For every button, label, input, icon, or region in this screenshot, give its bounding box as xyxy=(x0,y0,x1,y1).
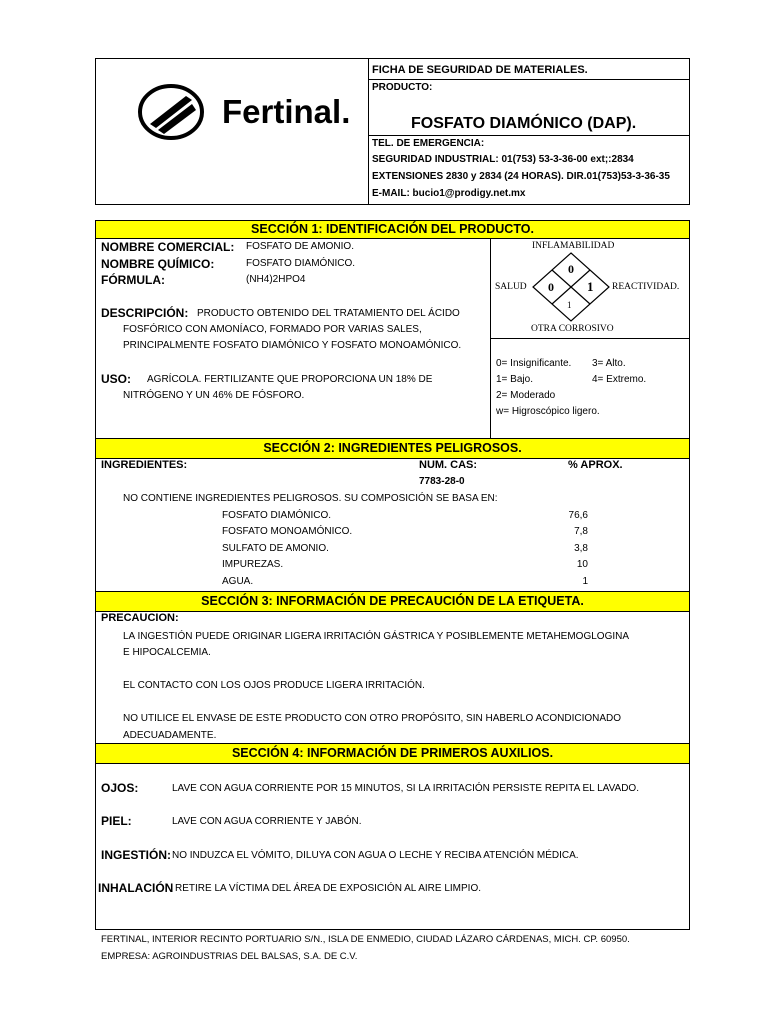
section3-title: SECCIÓN 3: INFORMACIÓN DE PRECAUCIÓN DE LA ETIQUETA. xyxy=(96,591,689,612)
ingredient-name: AGUA. xyxy=(222,576,254,587)
precaution-p2: EL CONTACTO CON LOS OJOS PRODUCE LIGERA IRRITACIÓN. xyxy=(123,680,425,691)
ingredient-value: 3,8 xyxy=(574,543,588,554)
nfpa-legend-rule xyxy=(490,338,690,339)
precaution-label: PRECAUCION: xyxy=(101,612,179,624)
legend-0: 0= Insignificante. xyxy=(496,358,572,369)
email: E-MAIL: bucio1@prodigy.net.mx xyxy=(372,188,526,199)
ingredient-name: SULFATO DE AMONIO. xyxy=(222,543,329,554)
use-line-1: AGRÍCOLA. FERTILIZANTE QUE PROPORCIONA UN 18% DE xyxy=(147,374,433,385)
skin-text: LAVE CON AGUA CORRIENTE Y JABÓN. xyxy=(172,816,362,827)
nfpa-right-label: REACTIVIDAD. xyxy=(612,282,680,292)
chemical-name-label: NOMBRE QUÍMICO: xyxy=(101,257,215,271)
emergency-label: TEL. DE EMERGENCIA: xyxy=(372,138,485,149)
precaution-p3-line1: NO UTILICE EL ENVASE DE ESTE PRODUCTO CON OTRO PROPÓSITO, SIN HABERLO ACONDICIONADO xyxy=(123,713,622,724)
section4-title: SECCIÓN 4: INFORMACIÓN DE PRIMEROS AUXILIOS. xyxy=(96,743,689,764)
legend-3: 3= Alto. xyxy=(592,358,626,369)
nfpa-top-label: INFLAMABILIDAD xyxy=(532,241,615,251)
header-rule-2 xyxy=(368,135,690,136)
extensions-phone: EXTENSIONES 2830 y 2834 (24 HORAS). DIR.01(753)53-3-36-35 xyxy=(372,171,670,182)
doc-title: FICHA DE SEGURIDAD DE MATERIALES. xyxy=(372,64,588,76)
legend-2: 2= Moderado xyxy=(496,390,556,401)
section1-title: SECCIÓN 1: IDENTIFICACIÓN DEL PRODUCTO. xyxy=(96,220,689,239)
footer-company: EMPRESA: AGROINDUSTRIAS DEL BALSAS, S.A. DE C.V. xyxy=(101,951,358,962)
nfpa-reactivity-value: 1 xyxy=(587,279,594,294)
chemical-name-value: FOSFATO DIAMÓNICO. xyxy=(246,258,356,269)
description-line-1: PRODUCTO OBTENIDO DEL TRATAMIENTO DEL ÁCIDO xyxy=(197,308,460,319)
description-line-3: PRINCIPALMENTE FOSFATO DIAMÓNICO Y FOSFATO MONOAMÓNICO. xyxy=(123,340,462,351)
use-line-2: NITRÓGENO Y UN 46% DE FÓSFORO. xyxy=(123,390,305,401)
commercial-name-value: FOSFATO DE AMONIO. xyxy=(246,241,354,252)
ingredient-value: 1 xyxy=(582,576,588,587)
precaution-p1-line2: E HIPOCALCEMIA. xyxy=(123,647,211,658)
legend-4: 4= Extremo. xyxy=(592,374,647,385)
legend-1: 1= Bajo. xyxy=(496,374,533,385)
eyes-label: OJOS: xyxy=(101,781,139,795)
brand-name: Fertinal. xyxy=(222,93,351,130)
formula-value: (NH4)2HPO4 xyxy=(246,274,306,285)
cas-value: 7783-28-0 xyxy=(419,476,465,487)
inhalation-label: INHALACIÓN xyxy=(98,881,174,895)
ingredient-name: FOSFATO DIAMÓNICO. xyxy=(222,510,332,521)
nfpa-left-label: SALUD xyxy=(495,282,527,292)
fertinal-logo-icon xyxy=(136,82,206,142)
footer-address: FERTINAL, INTERIOR RECINTO PORTUARIO S/N., ISLA DE ENMEDIO, CIUDAD LÁZARO CÁRDENAS, MICH. CP. 60950. xyxy=(101,934,630,945)
commercial-name-label: NOMBRE COMERCIAL: xyxy=(101,240,235,254)
precaution-p1-line1: LA INGESTIÓN PUEDE ORIGINAR LIGERA IRRITACIÓN GÁSTRICA Y POSIBLEMENTE METAHEMOGLOGINA xyxy=(123,631,630,642)
approx-label: % APROX. xyxy=(568,459,623,471)
description-line-2: FOSFÓRICO CON AMONÍACO, FORMADO POR VARIAS SALES, xyxy=(123,324,422,335)
precaution-p3-line2: ADECUADAMENTE. xyxy=(123,730,217,741)
formula-label: FÓRMULA: xyxy=(101,273,165,287)
use-label: USO: xyxy=(101,372,131,386)
legend-w: w= Higroscópico ligero. xyxy=(496,406,600,417)
nfpa-other-value: 1 xyxy=(567,300,572,310)
eyes-text: LAVE CON AGUA CORRIENTE POR 15 MINUTOS, SI LA IRRITACIÓN PERSISTE REPITA EL LAVADO. xyxy=(172,783,639,794)
section2-title: SECCIÓN 2: INGREDIENTES PELIGROSOS. xyxy=(96,438,689,459)
header-divider xyxy=(368,58,369,205)
ingestion-text: NO INDUZCA EL VÓMITO, DILUYA CON AGUA O LECHE Y RECIBA ATENCIÓN MÉDICA. xyxy=(172,850,579,861)
security-phone: SEGURIDAD INDUSTRIAL: 01(753) 53-3-36-00 ext;:2834 xyxy=(372,154,634,165)
ingredient-value: 10 xyxy=(576,559,588,570)
nfpa-health-value: 0 xyxy=(548,280,554,294)
description-label: DESCRIPCIÓN: xyxy=(101,306,189,320)
ingredient-value: 7,8 xyxy=(574,526,588,537)
cas-label: NUM. CAS: xyxy=(419,459,478,471)
product-label: PRODUCTO: xyxy=(372,82,433,93)
inhalation-text: RETIRE LA VÍCTIMA DEL ÁREA DE EXPOSICIÓN AL AIRE LIMPIO. xyxy=(175,883,482,894)
ingestion-label: INGESTIÓN: xyxy=(101,848,172,862)
product-name: FOSFATO DIAMÓNICO (DAP). xyxy=(411,115,637,132)
ingredients-label: INGREDIENTES: xyxy=(101,459,188,471)
header-rule-1 xyxy=(368,79,690,80)
nfpa-flammability-value: 0 xyxy=(568,262,574,276)
skin-label: PIEL: xyxy=(101,814,132,828)
ingredients-note: NO CONTIENE INGREDIENTES PELIGROSOS. SU COMPOSICIÓN SE BASA EN: xyxy=(123,493,498,504)
ingredient-value: 76,6 xyxy=(568,510,588,521)
nfpa-bottom-label: OTRA CORROSIVO xyxy=(531,324,614,334)
ingredient-name: IMPUREZAS. xyxy=(222,559,284,570)
ingredient-name: FOSFATO MONOAMÓNICO. xyxy=(222,526,353,537)
